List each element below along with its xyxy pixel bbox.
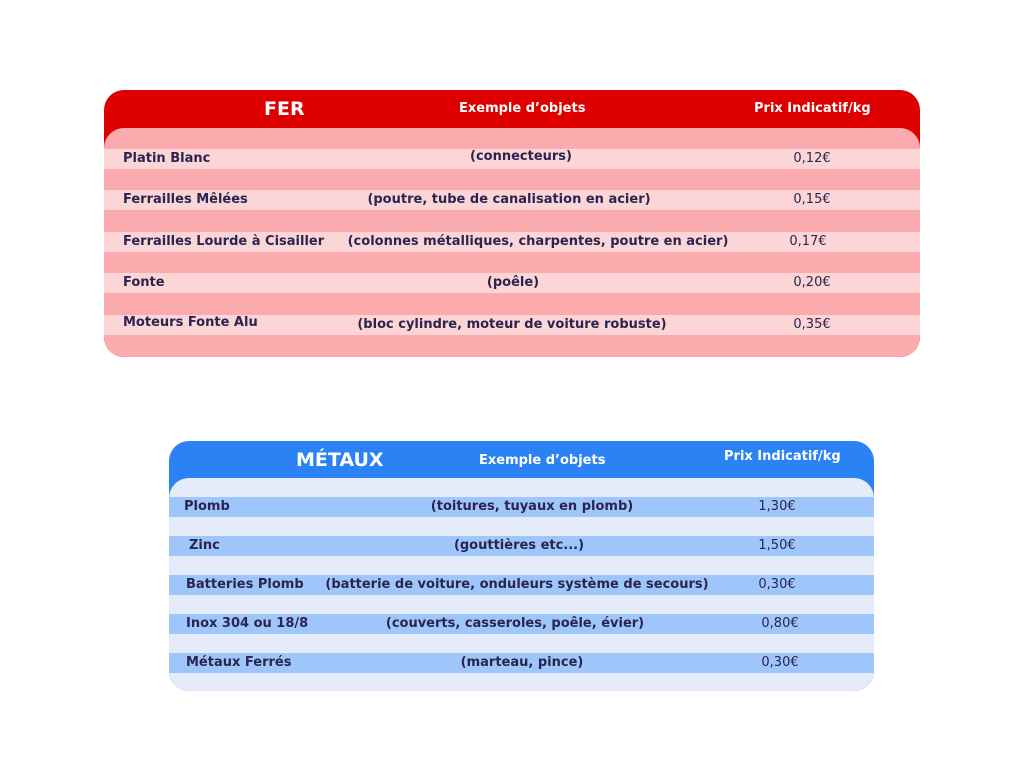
row-material-name: Moteurs Fonte Alu — [123, 315, 258, 330]
row-material-name: Fonte — [123, 275, 165, 290]
metaux-column-price-header: Prix Indicatif/kg — [724, 449, 841, 464]
row-material-name: Plomb — [184, 499, 230, 514]
table-row — [104, 232, 920, 252]
metaux-table-title: MÉTAUX — [296, 449, 384, 471]
row-material-name: Platin Blanc — [123, 151, 211, 166]
row-price: 0,30€ — [758, 577, 796, 592]
row-price: 0,35€ — [793, 317, 831, 332]
row-example: (poutre, tube de canalisation en acier) — [367, 192, 651, 207]
metaux-column-example-header: Exemple d’objets — [479, 453, 606, 468]
table-row — [169, 653, 874, 673]
row-example: (gouttières etc...) — [453, 538, 585, 553]
row-price: 0,17€ — [789, 234, 827, 249]
fer-column-price-header: Prix Indicatif/kg — [754, 101, 871, 116]
row-example: (poêle) — [486, 275, 540, 290]
table-row — [169, 536, 874, 556]
table-row — [104, 190, 920, 210]
row-example: (bloc cylindre, moteur de voiture robuste) — [357, 317, 667, 332]
metaux-price-table — [169, 441, 874, 691]
fer-column-example-header: Exemple d’objets — [459, 101, 586, 116]
row-material-name: Inox 304 ou 18/8 — [186, 616, 309, 631]
row-price: 0,80€ — [761, 616, 799, 631]
table-row — [104, 273, 920, 293]
table-row — [169, 575, 874, 595]
row-price: 1,30€ — [758, 499, 796, 514]
row-material-name: Ferrailles Lourde à Cisailler — [123, 234, 325, 249]
row-example: (colonnes métalliques, charpentes, poutre en acier) — [347, 234, 729, 249]
row-example: (connecteurs) — [470, 149, 572, 164]
row-material-name: Métaux Ferrés — [186, 655, 292, 670]
row-price: 0,12€ — [793, 151, 831, 166]
table-row — [104, 315, 920, 335]
row-price: 0,15€ — [793, 192, 831, 207]
row-example: (couverts, casseroles, poêle, évier) — [385, 616, 645, 631]
row-material-name: Batteries Plomb — [186, 577, 304, 592]
row-price: 1,50€ — [758, 538, 796, 553]
table-row — [169, 497, 874, 517]
fer-table-title: FER — [264, 98, 305, 120]
fer-price-table — [104, 90, 920, 357]
table-row — [169, 614, 874, 634]
row-price: 0,30€ — [761, 655, 799, 670]
row-example: (toitures, tuyaux en plomb) — [430, 499, 634, 514]
row-material-name: Ferrailles Mêlées — [123, 192, 248, 207]
row-example: (marteau, pince) — [460, 655, 584, 670]
metaux-table-body — [169, 478, 874, 691]
row-example: (batterie de voiture, onduleurs système de secours) — [325, 577, 709, 592]
fer-table-body — [104, 128, 920, 357]
table-row — [104, 149, 920, 169]
row-material-name: Zinc — [189, 538, 220, 553]
row-price: 0,20€ — [793, 275, 831, 290]
